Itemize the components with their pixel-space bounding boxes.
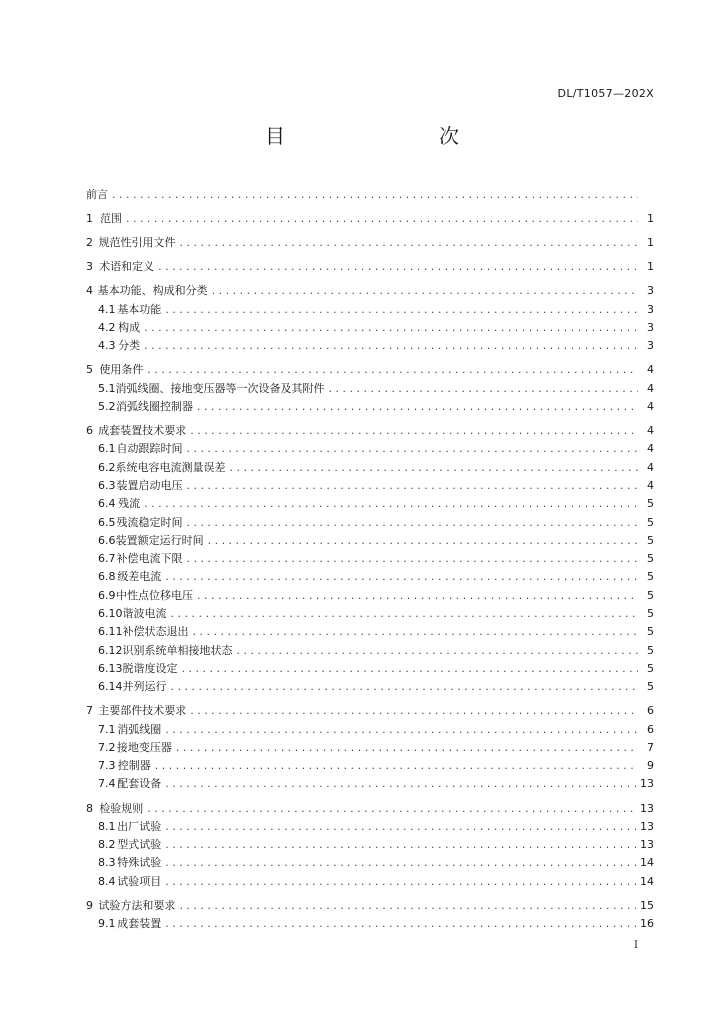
toc-entry-page: 13 [640,838,654,852]
toc-entry-number: 8 [86,801,93,815]
toc-entry-label: 补偿电流下限 [116,552,183,566]
toc-entry-number: 7 [86,704,93,718]
toc-entry[interactable] [86,234,656,252]
toc-entry-label: 检验规则 [99,801,144,815]
toc-entry-page: 4 [647,460,654,474]
toc-entry-label: 术语和定义 [99,260,155,274]
toc-entry-page: 14 [640,874,654,888]
toc-entry[interactable] [86,702,656,720]
toc-entry-page: 5 [647,570,654,584]
toc-entry[interactable] [86,660,656,678]
toc-leader-dots [193,623,639,641]
toc-entry-number: 6.10 [98,607,123,621]
toc-leader-dots [197,587,638,605]
toc-entry-number: 6.9 [98,588,116,602]
toc-entry[interactable] [86,398,656,416]
toc-entry[interactable] [86,186,656,204]
toc-entry-number: 4.3 [98,339,116,353]
toc-entry[interactable] [86,301,656,319]
toc-leader-dots [147,800,636,818]
toc-entry-number: 5 [86,363,93,377]
toc-entry-label: 范围 [99,212,122,226]
toc-entry-number: 5.1 [98,381,116,395]
toc-entry[interactable] [86,915,656,933]
toc-entry[interactable] [86,775,656,793]
toc-leader-dots [179,234,638,252]
toc-entry[interactable] [86,210,656,228]
toc-entry-label: 主要部件技术要求 [98,704,187,718]
toc-entry-label: 自动跟踪时间 [116,442,183,456]
toc-entry-page: 13 [640,801,654,815]
toc-entry-page: 5 [647,643,654,657]
toc-leader-dots [165,854,636,872]
toc-entry-page: 14 [640,856,654,870]
toc-entry[interactable] [86,836,656,854]
toc-entry-number: 7.2 [98,740,116,754]
toc-entry-label: 级差电流 [117,570,162,584]
toc-entry-label: 出厂试验 [117,819,162,833]
page-title: 目 次 [265,124,497,148]
toc-entry-label: 残流 [118,497,141,511]
toc-entry-page: 7 [647,740,654,754]
toc-leader-dots [190,702,638,720]
toc-entry-page: 3 [647,284,654,298]
toc-entry-number: 6.12 [98,643,123,657]
toc-leader-dots [165,775,636,793]
document-number: DL/T1057—202X [557,87,654,100]
toc-entry[interactable] [86,854,656,872]
toc-entry-page: 5 [647,533,654,547]
toc-entry-page: 9 [647,759,654,773]
toc-entry-page: 5 [647,607,654,621]
toc-entry-number: 8.1 [98,819,116,833]
toc-entry-page: 5 [647,625,654,639]
toc-leader-dots [176,739,638,757]
toc-entry[interactable] [86,739,656,757]
toc-entry-page: 4 [647,424,654,438]
toc-entry-label: 识别系统单相接地状态 [122,643,233,657]
toc-entry-label: 控制器 [117,759,151,773]
toc-entry-number: 6.6 [98,533,116,547]
toc-entry-label: 残流稳定时间 [116,515,183,529]
toc-entry[interactable] [86,422,656,440]
toc-entry[interactable] [86,258,656,276]
toc-leader-dots [165,836,636,854]
toc-leader-dots [171,678,639,696]
toc-entry-number: 2 [86,236,93,250]
toc-entry[interactable] [86,361,656,379]
toc-entry-label: 接地变压器 [116,740,172,754]
toc-entry[interactable] [86,380,656,398]
toc-entry-number: 7.4 [98,777,116,791]
toc-entry-label: 消弧线圈控制器 [116,399,194,413]
toc-entry[interactable] [86,514,656,532]
toc-entry[interactable] [86,495,656,513]
page-number: I [634,940,638,951]
toc-entry-label: 中性点位移电压 [116,588,194,602]
toc-entry-number: 4 [86,284,93,298]
toc-entry-number: 6.5 [98,515,116,529]
toc-leader-dots [165,301,638,319]
toc-entry-label: 构成 [118,320,141,334]
toc-leader-dots [186,477,638,495]
toc-entry-number: 6.3 [98,478,116,492]
toc-entry[interactable] [86,477,656,495]
toc-entry-number: 1 [86,212,93,226]
toc-leader-dots [165,873,636,891]
toc-leader-dots [186,440,638,458]
table-of-contents [86,186,656,933]
toc-entry-label: 成套装置 [117,917,162,931]
toc-entry[interactable] [86,642,656,660]
toc-leader-dots [158,258,638,276]
toc-leader-dots [237,642,639,660]
toc-entry-page: 5 [647,680,654,694]
toc-entry-label: 型式试验 [117,838,162,852]
toc-leader-dots [208,532,638,550]
toc-entry[interactable] [86,550,656,568]
toc-entry-label: 成套装置技术要求 [98,424,187,438]
toc-entry-page: 5 [647,552,654,566]
toc-entry[interactable] [86,319,656,337]
toc-entry-page: 1 [647,212,654,226]
toc-entry-page: 1 [647,236,654,250]
toc-entry-number: 6 [86,424,93,438]
toc-entry[interactable] [86,818,656,836]
toc-entry[interactable] [86,678,656,696]
toc-entry[interactable] [86,623,656,641]
toc-entry-label: 特殊试验 [117,856,162,870]
toc-entry-page: 16 [640,917,654,931]
toc-entry-page: 3 [647,320,654,334]
toc-entry-label: 谐波电流 [122,607,167,621]
toc-entry-label: 并列运行 [122,680,167,694]
toc-entry-number: 7.3 [98,759,116,773]
toc-entry-number: 9 [86,898,93,912]
toc-leader-dots [171,605,639,623]
toc-leader-dots [190,422,638,440]
toc-entry-number: 4.1 [98,302,116,316]
toc-leader-dots [212,282,638,300]
toc-leader-dots [165,568,638,586]
toc-entry-number: 6.2 [98,460,116,474]
toc-entry-number: 8.3 [98,856,116,870]
toc-entry-label: 试验方法和要求 [98,898,176,912]
toc-entry-number: 5.2 [98,399,116,413]
toc-entry-label: 消弧线圈 [117,722,162,736]
toc-entry-label: 使用条件 [99,363,144,377]
toc-leader-dots [126,210,638,228]
toc-leader-dots [147,361,638,379]
toc-entry-page: 5 [647,588,654,602]
toc-entry-page: 15 [640,898,654,912]
toc-leader-dots [144,337,638,355]
toc-entry-label: 装置额定运行时间 [115,533,204,547]
toc-entry-number: 8.2 [98,838,116,852]
toc-entry[interactable] [86,532,656,550]
toc-leader-dots [179,897,636,915]
toc-entry-number: 6.1 [98,442,116,456]
toc-leader-dots [186,514,638,532]
toc-entry-label: 消弧线圈、接地变压器等一次设备及其附件 [115,381,325,395]
toc-leader-dots [230,459,639,477]
toc-entry-label: 基本功能 [117,302,162,316]
toc-entry-label: 系统电容电流测量误差 [115,460,226,474]
toc-entry-label: 装置启动电压 [116,478,183,492]
toc-entry-page: 4 [647,478,654,492]
toc-entry[interactable] [86,757,656,775]
toc-leader-dots [165,818,636,836]
toc-entry-page: 6 [647,722,654,736]
toc-entry[interactable] [86,440,656,458]
toc-entry-label: 基本功能、构成和分类 [97,284,208,298]
toc-entry-page: 4 [647,381,654,395]
toc-leader-dots [155,757,638,775]
toc-entry-number: 4.2 [98,320,116,334]
toc-entry-page: 4 [647,442,654,456]
toc-entry[interactable] [86,721,656,739]
toc-leader-dots [329,380,639,398]
toc-entry-page: 6 [647,704,654,718]
toc-leader-dots [197,398,638,416]
toc-leader-dots [165,721,638,739]
toc-entry[interactable] [86,337,656,355]
toc-entry[interactable] [86,282,656,300]
toc-entry-number: 6.14 [98,680,123,694]
toc-leader-dots [144,495,638,513]
toc-entry[interactable] [86,873,656,891]
toc-entry[interactable] [86,897,656,915]
toc-entry-label: 脱谐度设定 [122,661,178,675]
toc-leader-dots [182,660,639,678]
toc-leader-dots [112,186,638,204]
toc-entry-page: 1 [647,260,654,274]
toc-entry-page: 13 [640,819,654,833]
toc-entry-page: 13 [640,777,654,791]
toc-entry-page: 3 [647,339,654,353]
toc-entry[interactable] [86,800,656,818]
toc-entry-label: 补偿状态退出 [122,625,189,639]
toc-entry-label: 分类 [118,339,141,353]
toc-entry-page: 5 [647,515,654,529]
toc-entry-page: 4 [647,363,654,377]
toc-entry[interactable] [86,459,656,477]
toc-entry-number: 7.1 [98,722,116,736]
toc-entry-number: 6.13 [98,661,123,675]
toc-entry[interactable] [86,568,656,586]
toc-entry-label: 试验项目 [117,874,162,888]
toc-entry[interactable] [86,605,656,623]
toc-leader-dots [165,915,636,933]
toc-entry-number: 6.11 [98,625,123,639]
toc-entry-page: 5 [647,661,654,675]
toc-leader-dots [186,550,638,568]
toc-entry-number: 6.4 [98,497,116,511]
toc-entry-page: 4 [647,399,654,413]
toc-entry-page: 5 [647,497,654,511]
toc-entry-number: 6.7 [98,552,116,566]
toc-entry-number: 8.4 [98,874,116,888]
toc-entry[interactable] [86,587,656,605]
toc-entry-label: 规范性引用文件 [98,236,176,250]
toc-entry-number: 3 [86,260,93,274]
toc-entry-label: 前言 [86,188,108,201]
toc-entry-number: 9.1 [98,917,116,931]
toc-entry-page: 3 [647,302,654,316]
toc-leader-dots [144,319,638,337]
toc-entry-number: 6.8 [98,570,116,584]
toc-entry-label: 配套设备 [117,777,162,791]
